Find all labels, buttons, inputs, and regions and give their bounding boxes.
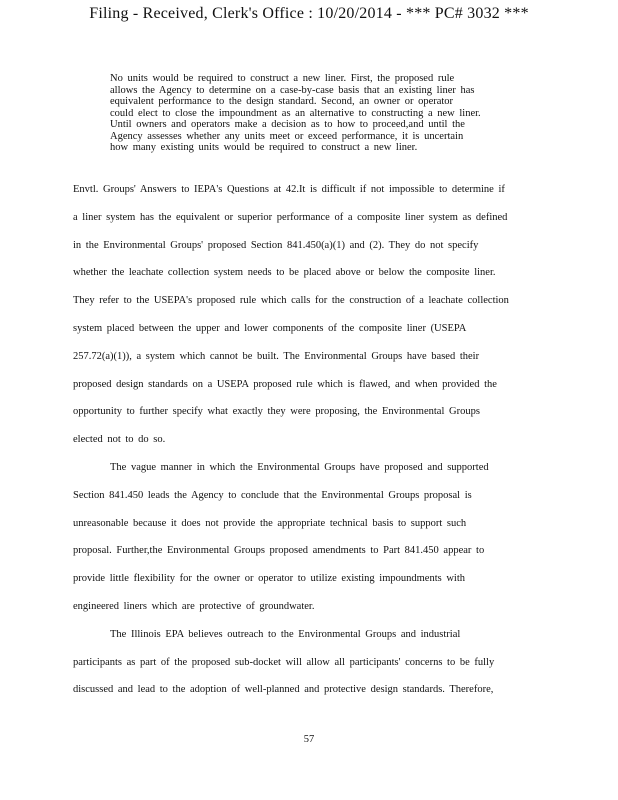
body-line: system placed between the upper and lower components of the composite liner (USEPA (73, 322, 467, 334)
body-line: unreasonable because it does not provide the appropriate technical basis to support such (73, 517, 467, 529)
body-line: provide little flexibility for the owner or operator to utilize existing impoundments with (73, 573, 466, 585)
block-quote-line: Agency assesses whether any units meet or exceed performance, it is uncertain (110, 130, 464, 142)
body-line: participants as part of the proposed sub-docket will allow all participants' concerns to be fully (73, 656, 495, 668)
body-line: proposal. Further,the Environmental Groups proposed amendments to Part 841.450 appear to (73, 545, 485, 557)
block-quote (110, 73, 510, 154)
paragraph-first-line: The vague manner in which the Environmental Groups have proposed and supported (110, 461, 489, 473)
block-quote-line: how many existing units would be required to construct a new liner. (110, 142, 418, 153)
block-quote-line: Until owners and operators make a decision as to how to proceed,and until the (110, 119, 465, 130)
body-line: Section 841.450 leads the Agency to conclude that the Environmental Groups proposal is (73, 489, 472, 501)
body-line: in the Environmental Groups' proposed Section 841.450(a)(1) and (2). They do not specify (73, 239, 479, 251)
block-quote-line: equivalent performance to the design standard. Second, an owner or operator (110, 96, 454, 107)
paragraph-first-line: The Illinois EPA believes outreach to the Environmental Groups and industrial (110, 628, 461, 640)
body-line: discussed and lead to the adoption of well-planned and protective design standards. Therefore, (73, 684, 494, 696)
body-line: Envtl. Groups' Answers to IEPA's Questions at 42.It is difficult if not impossible to determine if (73, 184, 505, 195)
page-number: 57 (303, 734, 315, 745)
body-text (73, 184, 543, 712)
body-line: whether the leachate collection system needs to be placed above or below the composite liner. (73, 267, 496, 279)
body-line: engineered liners which are protective of groundwater. (73, 600, 315, 612)
block-quote-line: allows the Agency to determine on a case-by-case basis that an existing liner has (110, 84, 475, 96)
block-quote-line: No units would be required to construct a new liner. First, the proposed rule (110, 73, 455, 84)
body-line: elected not to do so. (73, 434, 166, 446)
block-quote-line: could elect to close the impoundment as an alternative to constructing a new liner. (110, 107, 481, 119)
filing-header: Filing - Received, Clerk's Office : 10/20/2014 - *** PC# 3032 *** (89, 5, 529, 22)
body-line: They refer to the USEPA's proposed rule which calls for the construction of a leachate collection (73, 295, 509, 307)
body-line: a liner system has the equivalent or superior performance of a composite liner system as defined (73, 211, 508, 223)
body-line: opportunity to further specify what exactly they were proposing, the Environmental Groups (73, 406, 480, 418)
body-line: 257.72(a)(1)), a system which cannot be built. The Environmental Groups have based their (73, 350, 480, 362)
body-line: proposed design standards on a USEPA proposed rule which is flawed, and when provided the (73, 378, 497, 390)
